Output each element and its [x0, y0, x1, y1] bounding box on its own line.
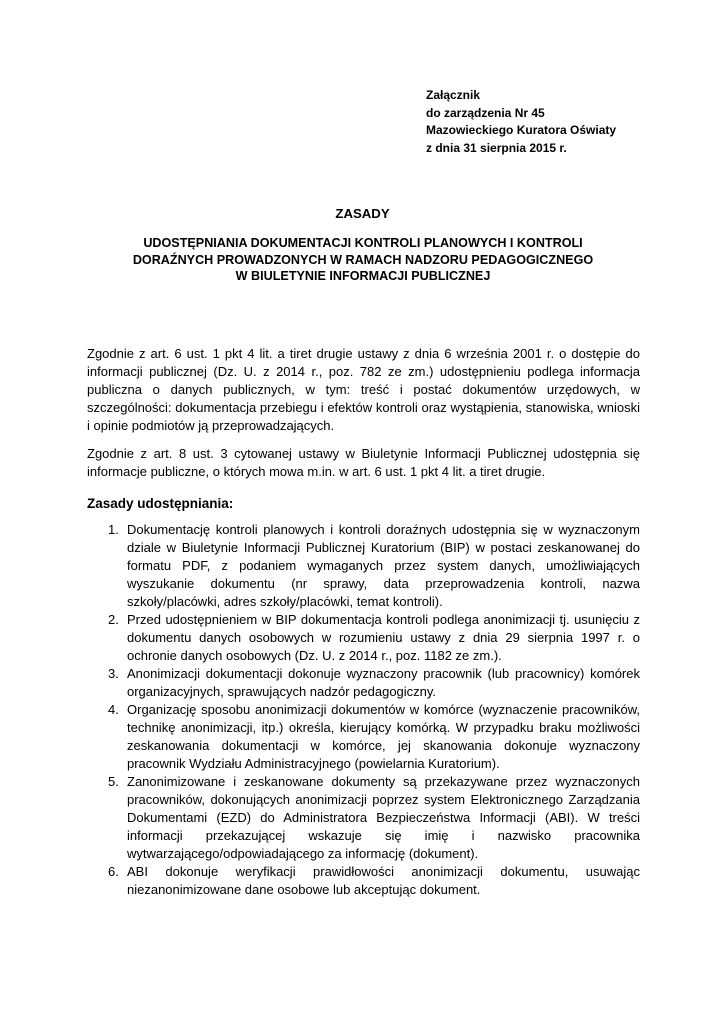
list-item-number: 5.	[108, 774, 119, 789]
list-item	[108, 665, 640, 701]
subtitle-line: DORAŹNYCH PROWADZONYCH W RAMACH NADZORU PEDAGOGICZNEGO	[132, 252, 594, 267]
intro-paragraph-2: Zgodnie z art. 8 ust. 3 cytowanej ustawy w Biuletynie Informacji Publicznej udostępnia się informacje publiczne, o których mowa m.in. w art. 6 ust. 1 pkt 4 lit. a tiret drugie.	[87, 446, 640, 479]
list-item-number: 3.	[108, 666, 119, 681]
list-item	[108, 611, 640, 665]
list-item-number: 4.	[108, 702, 119, 717]
list-item	[108, 701, 640, 773]
annex-line: Załącznik	[426, 88, 481, 102]
list-item	[108, 863, 640, 899]
section-heading: Zasady udostępniania:	[87, 496, 234, 511]
subtitle-line: UDOSTĘPNIANIA DOKUMENTACJI KONTROLI PLANOWYCH I KONTROLI	[143, 236, 583, 250]
list-item-text: Anonimizacji dokumentacji dokonuje wyznaczony pracownik (lub pracownicy) komórek organizacyjnych, sprawujących nadzór pedagogiczny.	[127, 666, 640, 699]
annex-line: z dnia 31 sierpnia 2015 r.	[426, 140, 567, 155]
list-item-number: 6.	[108, 864, 119, 879]
list-item-text: Przed udostępnieniem w BIP dokumentacja kontroli podlega anonimizacji tj. usunięciu z dokumentu danych osobowych w rozumieniu ustawy z dnia 29 sierpnia 1997 r. o ochronie danych osobowych (Dz. U. z 2014 r., poz. 1182 ze zm.).	[127, 612, 640, 663]
annex-line: Mazowieckiego Kuratora Oświaty	[426, 123, 617, 137]
list-item	[108, 773, 640, 863]
list-item-text: Dokumentację kontroli planowych i kontroli doraźnych udostępnia się w wyznaczonym dziale w Biuletynie Informacji Publicznej Kuratorium (BIP) w postaci zeskanowanej do formatu PDF, z podaniem wymaganych przez system danych, umożliwiających wyszukanie dokumentu (nr sprawy, data przeprowadzenia kontroli, nazwa szkoły/placówki, adres szkoły/placówki, temat kontroli).	[127, 522, 640, 609]
list-item-number: 1.	[108, 522, 119, 537]
intro-paragraph-1: Zgodnie z art. 6 ust. 1 pkt 4 lit. a tiret drugie ustawy z dnia 6 września 2001 r. o dostępie do informacji publicznej (Dz. U. z 2014 r., poz. 782 ze zm.) udostępnieniu podlega informacja publiczna o danych publicznych, w tym: treść i postać dokumentów urzędowych, w szczególności: dokumentacja przebiegu i efektów kontroli oraz wystąpienia, stanowiska, wnioski i opinie podmiotów ją przeprowadzających.	[87, 346, 640, 433]
annex-line: do zarządzenia Nr 45	[426, 105, 545, 120]
list-item	[108, 521, 640, 611]
list-item-text: Zanonimizowane i zeskanowane dokumenty są przekazywane przez wyznaczonych pracowników, dokonujących anonimizacji poprzez system Elektronicznego Zarządzania Dokumentami (EZD) do Administratora Bezpieczeństwa Informacji (ABI). W treści informacji przekazującej wskazuje się imię i nazwisko pracownika wytwarzającego/odpowiadającego za informację (dokument).	[127, 774, 640, 861]
list-item-number: 2.	[108, 612, 119, 627]
rules-list	[108, 521, 640, 899]
document-title: ZASADY	[335, 206, 390, 221]
document-subtitle	[108, 235, 618, 285]
subtitle-line: W BIULETYNIE INFORMACJI PUBLICZNEJ	[235, 269, 491, 283]
annex-header	[426, 87, 616, 157]
list-item-text: Organizację sposobu anonimizacji dokumentów w komórce (wyznaczenie pracowników, technikę anonimizacji, itp.) określa, kierujący komórką. W przypadku braku możliwości zeskanowania dokumentacji w komórce, jej skanowania dokonuje wyznaczony pracownik Wydziału Administracyjnego (powielarnia Kuratorium).	[127, 702, 640, 771]
list-item-text: ABI dokonuje weryfikacji prawidłowości anonimizacji dokumentu, usuwając niezanonimizowane dane osobowe lub akceptując dokument.	[127, 864, 640, 897]
